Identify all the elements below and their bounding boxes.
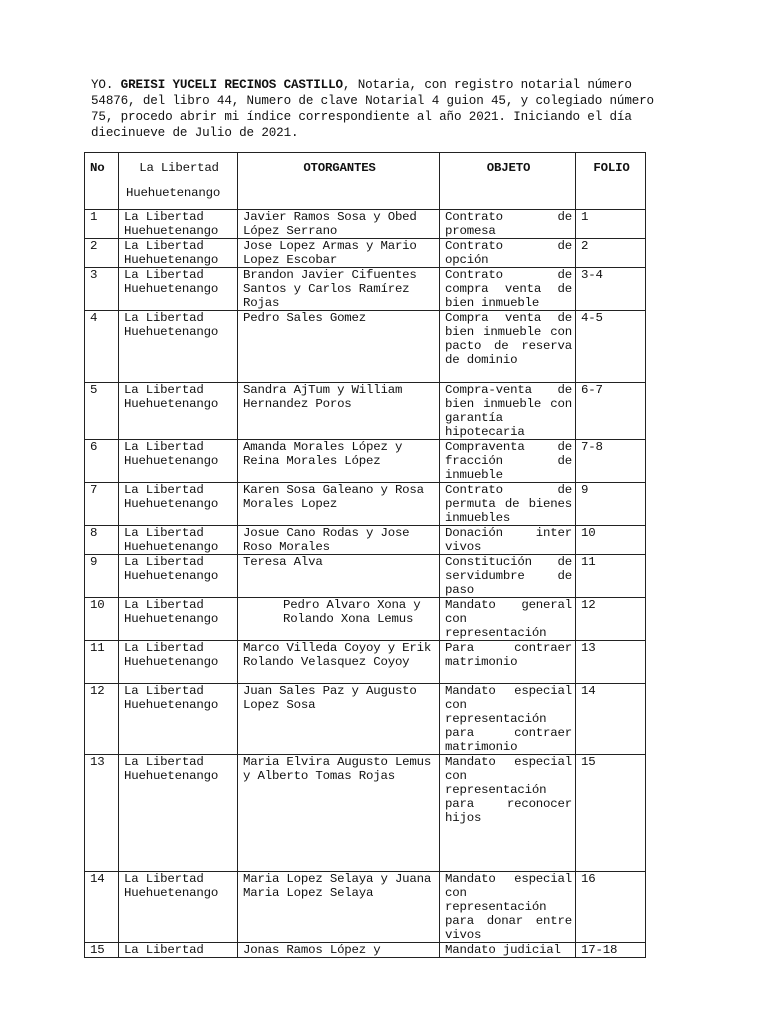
cell-folio: 7-8 (576, 440, 646, 483)
table-row (85, 943, 646, 958)
cell-no: 12 (85, 684, 119, 755)
cell-otorgantes: Juan Sales Paz y Augusto Lopez Sosa (238, 684, 440, 755)
cell-no: 5 (85, 383, 119, 440)
table-row (85, 755, 646, 872)
cell-location: La Libertad Huehuetenango (119, 383, 238, 440)
table-row (85, 440, 646, 483)
intro-prefix: YO. (91, 78, 114, 92)
cell-otorgantes: Josue Cano Rodas y Jose Roso Morales (238, 526, 440, 555)
cell-objeto: Mandato general con representación (440, 598, 576, 641)
cell-no: 3 (85, 268, 119, 311)
table-row (85, 555, 646, 598)
cell-folio: 12 (576, 598, 646, 641)
cell-objeto: Compraventa de fracción de inmueble (440, 440, 576, 483)
cell-objeto: Mandato especial con representación para donar entre vivos (440, 872, 576, 943)
cell-otorgantes: Maria Lopez Selaya y Juana Maria Lopez Selaya (238, 872, 440, 943)
cell-otorgantes: Marco Villeda Coyoy y Erik Rolando Velasquez Coyoy (238, 641, 440, 684)
cell-otorgantes: Karen Sosa Galeano y Rosa Morales Lopez (238, 483, 440, 526)
cell-no: 8 (85, 526, 119, 555)
cell-otorgantes: Pedro Alvaro Xona y Rolando Xona Lemus (238, 598, 440, 641)
cell-otorgantes: Brandon Javier Cifuentes Santos y Carlos Ramírez Rojas (238, 268, 440, 311)
cell-folio: 9 (576, 483, 646, 526)
cell-objeto: Donación inter vivos (440, 526, 576, 555)
header-objeto: OBJETO (440, 153, 576, 210)
cell-objeto: Constitución de servidumbre de paso (440, 555, 576, 598)
cell-objeto: Contrato de compra venta de bien inmueble (440, 268, 576, 311)
cell-folio: 15 (576, 755, 646, 872)
cell-objeto: Mandato especial con representación para contraer matrimonio (440, 684, 576, 755)
cell-otorgantes: Teresa Alva (238, 555, 440, 598)
cell-location: La Libertad Huehuetenango (119, 210, 238, 239)
table-row (85, 239, 646, 268)
cell-location: La Libertad Huehuetenango (119, 440, 238, 483)
cell-no: 15 (85, 943, 119, 958)
cell-otorgantes: Amanda Morales López y Reina Morales López (238, 440, 440, 483)
notary-name: GREISI YUCELI RECINOS CASTILLO (120, 78, 343, 92)
cell-no: 6 (85, 440, 119, 483)
intro-paragraph (91, 77, 671, 141)
header-otorgantes: OTORGANTES (238, 153, 440, 210)
cell-objeto: Compra venta de bien inmueble con pacto de reserva de dominio (440, 311, 576, 383)
cell-no: 9 (85, 555, 119, 598)
cell-location: La Libertad (119, 943, 238, 958)
header-location (119, 153, 238, 210)
cell-location: La Libertad Huehuetenango (119, 268, 238, 311)
cell-otorgantes: Maria Elvira Augusto Lemus y Alberto Tomas Rojas (238, 755, 440, 872)
table-row (85, 268, 646, 311)
header-folio: FOLIO (576, 153, 646, 210)
cell-folio: 1 (576, 210, 646, 239)
cell-folio: 11 (576, 555, 646, 598)
cell-folio: 3-4 (576, 268, 646, 311)
cell-folio: 16 (576, 872, 646, 943)
cell-folio: 4-5 (576, 311, 646, 383)
cell-no: 10 (85, 598, 119, 641)
cell-location: La Libertad Huehuetenango (119, 872, 238, 943)
cell-objeto: Mandato judicial (440, 943, 576, 958)
cell-objeto: Contrato de permuta de bienes inmuebles (440, 483, 576, 526)
cell-otorgantes: Jose Lopez Armas y Mario Lopez Escobar (238, 239, 440, 268)
header-location-line1: La Libertad (139, 161, 219, 175)
cell-objeto: Para contraer matrimonio (440, 641, 576, 684)
table-row (85, 872, 646, 943)
table-row (85, 383, 646, 440)
table-row (85, 210, 646, 239)
cell-folio: 10 (576, 526, 646, 555)
cell-folio: 13 (576, 641, 646, 684)
intro-text: , Notaria, con registro notarial número 54876, del libro 44, Numero de clave Notarial 4 guion 45, y colegiado número 75, procedo abrir mi índice correspondiente al año 2021. Iniciando el día diecinueve de Julio de 2021. (91, 78, 654, 140)
table-row (85, 641, 646, 684)
cell-no: 14 (85, 872, 119, 943)
cell-otorgantes: Javier Ramos Sosa y Obed López Serrano (238, 210, 440, 239)
cell-location: La Libertad Huehuetenango (119, 755, 238, 872)
header-no: No (85, 153, 119, 210)
cell-folio: 17-18 (576, 943, 646, 958)
cell-location: La Libertad Huehuetenango (119, 526, 238, 555)
header-row (85, 153, 646, 210)
table-row (85, 526, 646, 555)
cell-no: 13 (85, 755, 119, 872)
table-row (85, 598, 646, 641)
header-location-line2: Huehuetenango (126, 186, 221, 200)
cell-objeto: Contrato de opción (440, 239, 576, 268)
cell-no: 7 (85, 483, 119, 526)
cell-otorgantes: Pedro Sales Gomez (238, 311, 440, 383)
cell-otorgantes: Sandra AjTum y William Hernandez Poros (238, 383, 440, 440)
cell-no: 11 (85, 641, 119, 684)
cell-folio: 2 (576, 239, 646, 268)
cell-location: La Libertad Huehuetenango (119, 684, 238, 755)
cell-objeto: Mandato especial con representación para reconocer hijos (440, 755, 576, 872)
notarial-index-table (84, 152, 646, 958)
cell-folio: 14 (576, 684, 646, 755)
cell-location: La Libertad Huehuetenango (119, 555, 238, 598)
cell-no: 1 (85, 210, 119, 239)
table-row (85, 684, 646, 755)
table-row (85, 311, 646, 383)
cell-no: 4 (85, 311, 119, 383)
cell-no: 2 (85, 239, 119, 268)
table-row (85, 483, 646, 526)
cell-location: La Libertad Huehuetenango (119, 239, 238, 268)
cell-folio: 6-7 (576, 383, 646, 440)
cell-objeto: Compra-venta de bien inmueble con garantía hipotecaria (440, 383, 576, 440)
cell-otorgantes: Jonas Ramos López y (238, 943, 440, 958)
cell-location: La Libertad Huehuetenango (119, 641, 238, 684)
cell-location: La Libertad Huehuetenango (119, 483, 238, 526)
cell-objeto: Contrato de promesa (440, 210, 576, 239)
cell-location: La Libertad Huehuetenango (119, 598, 238, 641)
cell-location: La Libertad Huehuetenango (119, 311, 238, 383)
